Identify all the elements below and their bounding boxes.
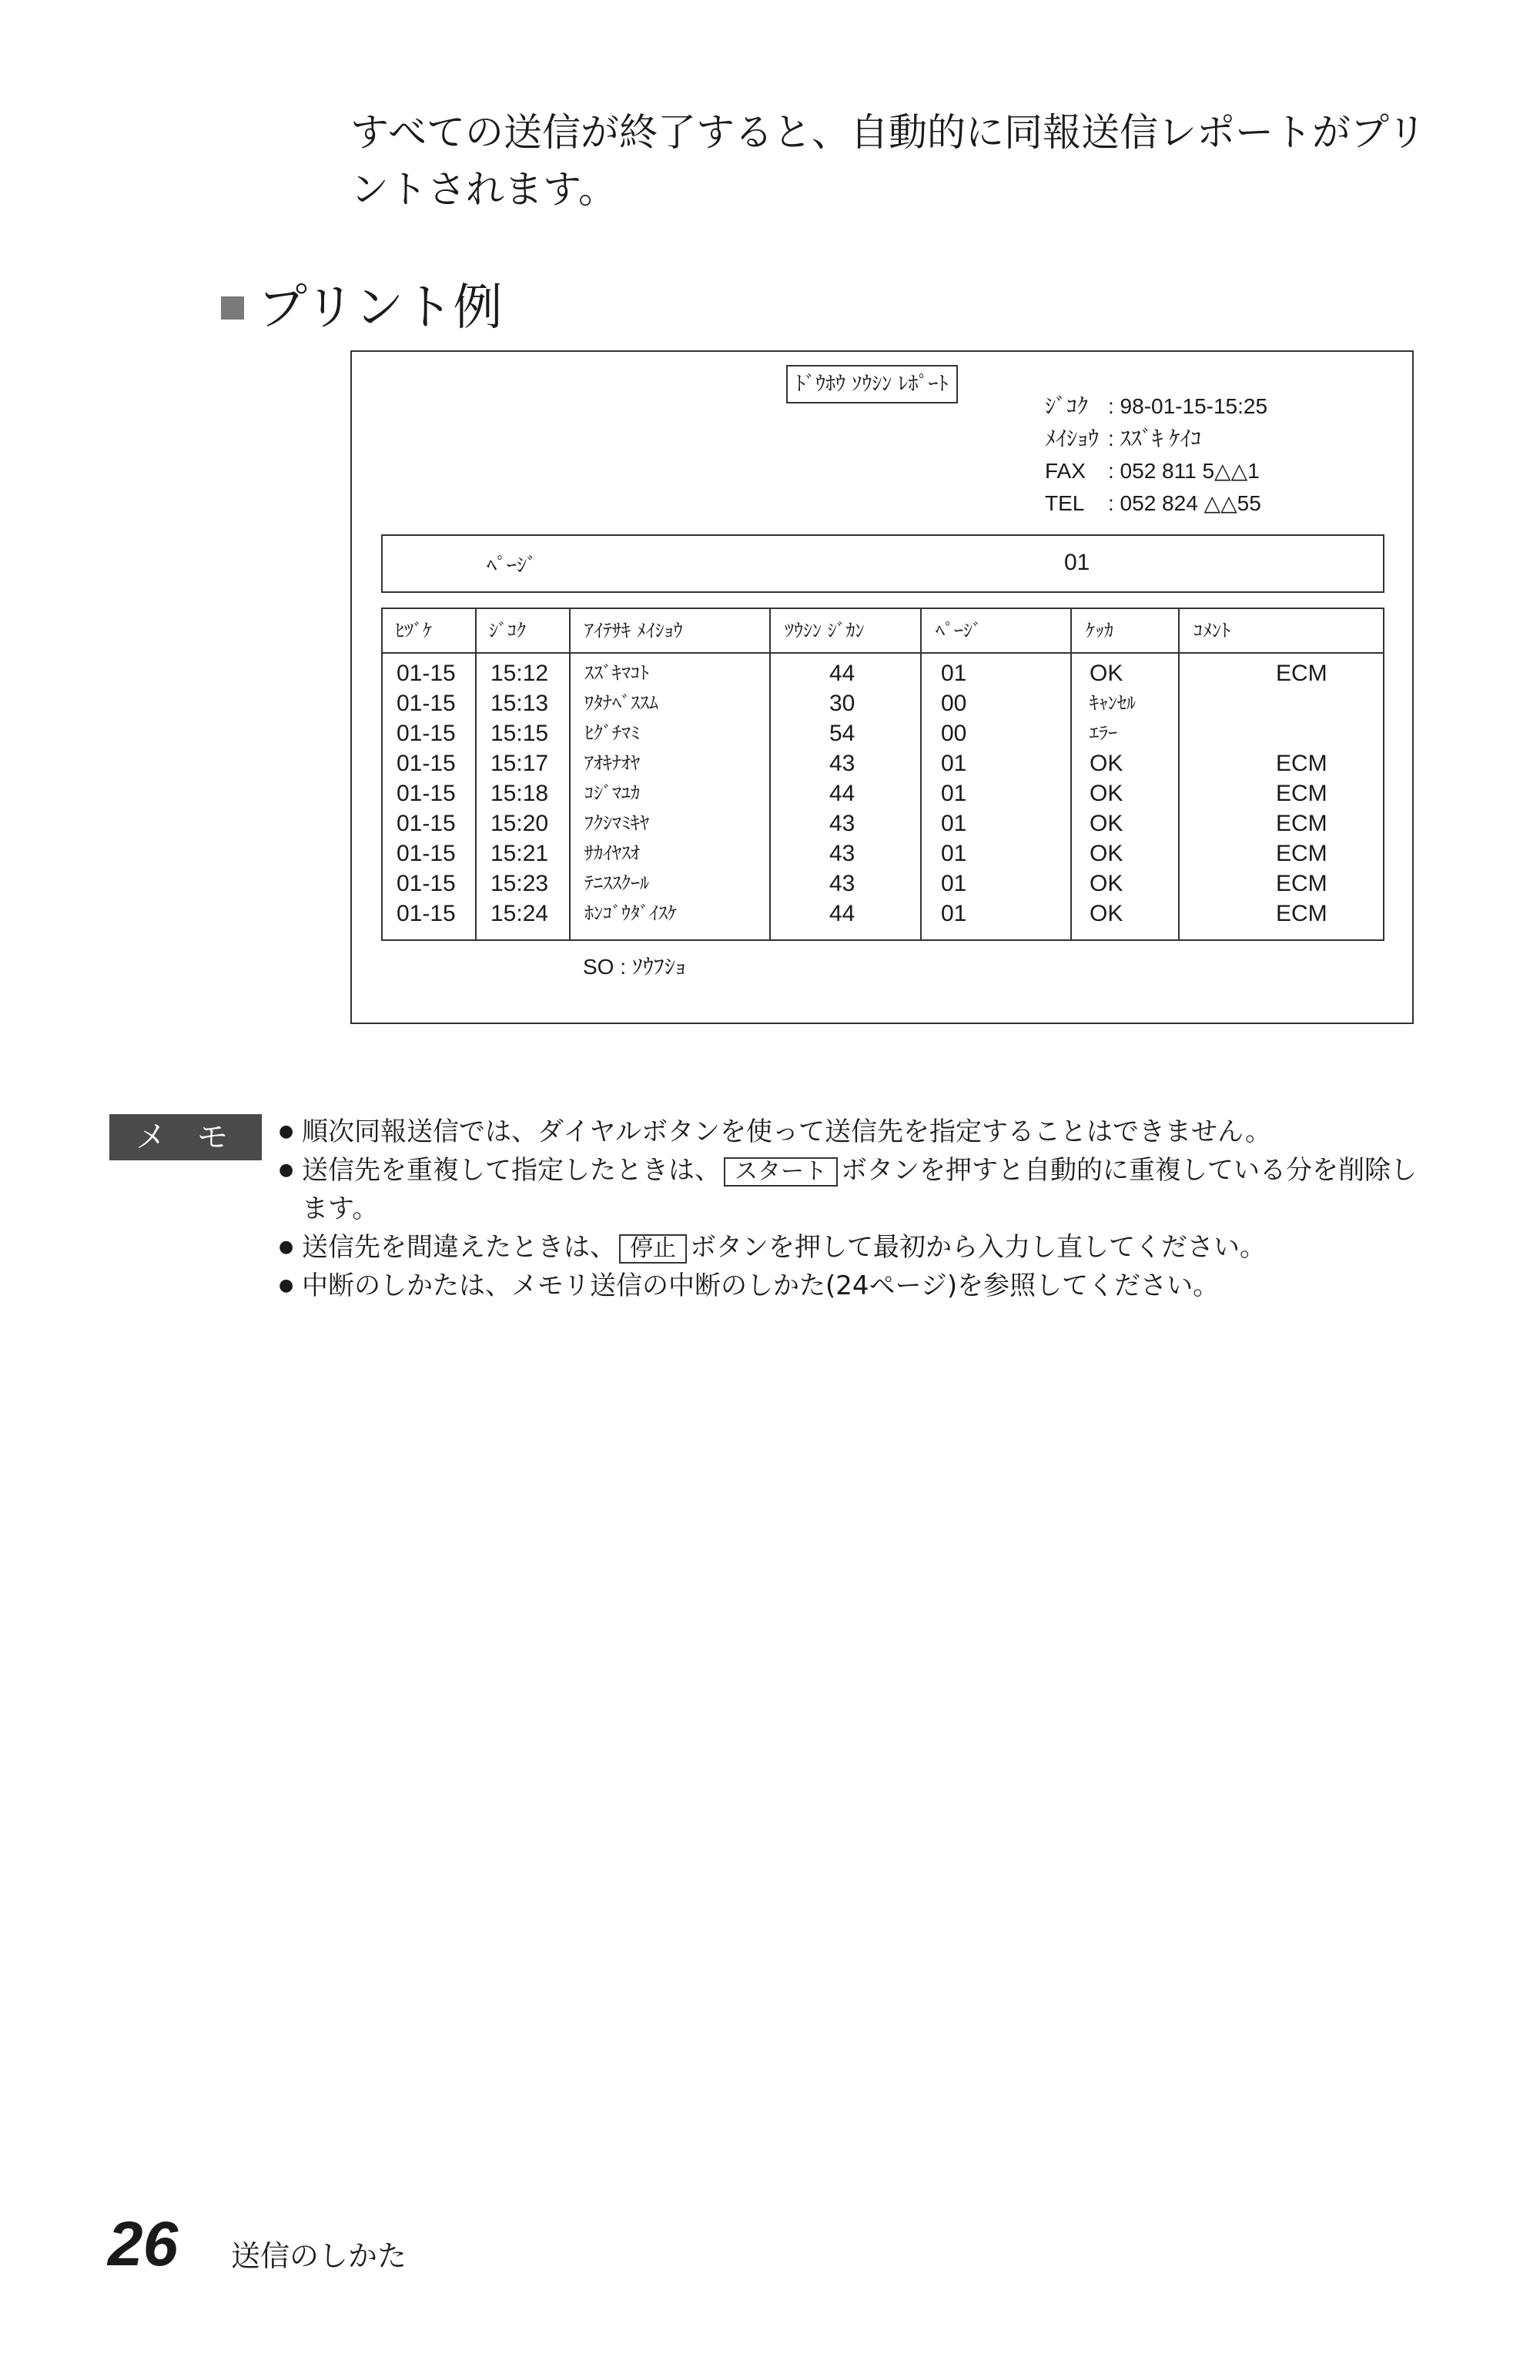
memo-text: 順次同報送信では、ダイヤルボタンを使って送信先を指定することはできません。 bbox=[302, 1116, 1272, 1147]
table-cell: ECM bbox=[1276, 871, 1327, 896]
table-cell: 15:18 bbox=[490, 781, 549, 806]
column-header: ﾋﾂﾞｹ bbox=[395, 620, 432, 641]
table-cell: ｷｬﾝｾﾙ bbox=[1090, 693, 1136, 714]
table-cell: 01 bbox=[941, 661, 967, 686]
header-label: FAX bbox=[1045, 459, 1086, 483]
table-cell: 01-15 bbox=[397, 691, 456, 716]
table-cell: ECM bbox=[1276, 811, 1327, 836]
table-cell: ECM bbox=[1276, 781, 1327, 806]
table-cell: 01-15 bbox=[397, 721, 456, 746]
report-footer-note: SO : ｿｳﾌｼｮ bbox=[583, 955, 686, 979]
table-cell: 15:15 bbox=[490, 721, 549, 746]
header-label: TEL bbox=[1045, 491, 1085, 515]
section-heading bbox=[221, 277, 502, 339]
table-cell: OK bbox=[1090, 841, 1123, 866]
table-cell: 01 bbox=[941, 841, 967, 866]
table-cell: 01-15 bbox=[397, 871, 456, 896]
page-count-value: 01 bbox=[1064, 550, 1090, 575]
table-cell: 15:13 bbox=[490, 691, 549, 716]
table-cell: OK bbox=[1090, 901, 1123, 926]
table-cell: ｴﾗｰ bbox=[1090, 723, 1117, 744]
table-cell: 54 bbox=[829, 721, 855, 746]
memo-item bbox=[279, 1228, 1441, 1267]
memo-text: 中断のしかたは、メモリ送信の中断のしかた(24ページ)を参照してください。 bbox=[302, 1270, 1220, 1301]
header-value: : ｽｽﾞｷ ｹｲｺ bbox=[1108, 427, 1202, 450]
table-cell: ﾃﾆｽｽｸｰﾙ bbox=[584, 873, 649, 894]
table-cell: 00 bbox=[941, 691, 967, 716]
table-cell: OK bbox=[1090, 871, 1123, 896]
memo-text: ボタンを押して最初から入力し直してください。 bbox=[690, 1232, 1266, 1263]
memo-list bbox=[279, 1113, 1441, 1305]
start-key-label: スタート bbox=[724, 1157, 838, 1187]
table-cell: 01-15 bbox=[397, 751, 456, 776]
section-title: プリント例 bbox=[258, 280, 503, 336]
report-title: ﾄﾞｳﾎｳ ｿｳｼﾝ ﾚﾎﾟｰﾄ bbox=[786, 365, 958, 403]
column-header: ｹｯｶ bbox=[1086, 620, 1113, 641]
report-header-info bbox=[1045, 390, 1267, 520]
table-cell: ﾜﾀﾅﾍﾞｽｽﾑ bbox=[584, 693, 658, 714]
table-cell: 15:20 bbox=[490, 811, 549, 836]
table-cell: ECM bbox=[1276, 751, 1327, 776]
table-row bbox=[383, 748, 1383, 778]
memo-item bbox=[279, 1113, 1441, 1151]
table-row bbox=[383, 839, 1383, 869]
table-cell: 01 bbox=[941, 811, 967, 836]
table-cell: 01 bbox=[941, 781, 967, 806]
table-cell: ｻｶｲﾔｽｵ bbox=[584, 843, 640, 864]
table-cell: 01 bbox=[941, 901, 967, 926]
table-cell: ﾎﾝｺﾞｳﾀﾞｲｽｹ bbox=[584, 903, 677, 924]
table-cell: 01-15 bbox=[397, 811, 456, 836]
table-cell: ECM bbox=[1276, 901, 1327, 926]
table-cell: 01-15 bbox=[397, 781, 456, 806]
table-cell: 44 bbox=[829, 901, 855, 926]
header-value: : 98-01-15-15:25 bbox=[1108, 394, 1268, 418]
header-row-tel bbox=[1045, 487, 1267, 520]
page-section-title: 送信のしかた bbox=[231, 2239, 407, 2273]
table-cell: 43 bbox=[829, 811, 855, 836]
column-header: ｱｲﾃｻｷ ﾒｲｼｮｳ bbox=[584, 620, 683, 641]
table-cell: 01 bbox=[941, 871, 967, 896]
header-value: : 052 811 5△△1 bbox=[1108, 459, 1260, 483]
table-cell: 43 bbox=[829, 841, 855, 866]
page-count-label: ﾍﾟｰｼﾞ bbox=[487, 554, 537, 577]
table-cell: ｺｼﾞﾏﾕｶ bbox=[584, 783, 640, 804]
table-cell: 15:17 bbox=[490, 751, 549, 776]
square-bullet-icon bbox=[221, 296, 244, 320]
table-cell: 15:24 bbox=[490, 901, 549, 926]
table-cell: OK bbox=[1090, 781, 1123, 806]
header-value: : 052 824 △△55 bbox=[1108, 491, 1261, 515]
stop-key-label: 停止 bbox=[619, 1234, 687, 1264]
table-cell: 44 bbox=[829, 781, 855, 806]
table-row bbox=[383, 899, 1383, 929]
table-cell: 01-15 bbox=[397, 661, 456, 686]
table-cell: 30 bbox=[829, 691, 855, 716]
memo-item bbox=[279, 1151, 1441, 1228]
memo-text: 送信先を間違えたときは、 bbox=[302, 1232, 616, 1263]
header-divider bbox=[383, 652, 1383, 654]
table-cell: ﾌｸｼﾏﾐｷﾔ bbox=[584, 813, 649, 834]
column-header: ｺﾒﾝﾄ bbox=[1194, 620, 1230, 641]
column-header: ﾍﾟｰｼﾞ bbox=[936, 620, 982, 641]
report-sample bbox=[350, 350, 1414, 1024]
header-row-time bbox=[1045, 390, 1267, 423]
memo-badge: メモ bbox=[109, 1114, 262, 1160]
table-cell: 01-15 bbox=[397, 901, 456, 926]
table-row bbox=[383, 778, 1383, 808]
intro-text: すべての送信が終了すると、自動的に同報送信レポートがプリントされます。 bbox=[350, 110, 1426, 212]
table-cell: OK bbox=[1090, 751, 1123, 776]
table-cell: ｱｵｷﾅｵﾔ bbox=[584, 753, 640, 774]
table-cell: 43 bbox=[829, 751, 855, 776]
table-cell: OK bbox=[1090, 661, 1123, 686]
table-cell: ﾋｸﾞﾁﾏﾐ bbox=[584, 723, 640, 744]
page-number: 26 bbox=[108, 2209, 179, 2279]
table-cell: 15:21 bbox=[490, 841, 549, 866]
table-cell: 01-15 bbox=[397, 841, 456, 866]
table-row bbox=[383, 718, 1383, 748]
memo-item bbox=[279, 1267, 1441, 1305]
page-count-box bbox=[381, 534, 1384, 593]
header-row-name bbox=[1045, 423, 1267, 455]
report-table bbox=[381, 608, 1384, 941]
table-row bbox=[383, 658, 1383, 688]
header-label: ﾒｲｼｮｳ bbox=[1045, 427, 1100, 450]
table-cell: 15:23 bbox=[490, 871, 549, 896]
table-cell: ｽｽﾞｷﾏｺﾄ bbox=[584, 663, 649, 684]
table-cell: 15:12 bbox=[490, 661, 549, 686]
memo-text: ボタンを押すと自動的に重複している分を削除します。 bbox=[302, 1155, 1417, 1224]
table-cell: 44 bbox=[829, 661, 855, 686]
header-label: ｼﾞｺｸ bbox=[1045, 394, 1089, 418]
table-cell: OK bbox=[1090, 811, 1123, 836]
header-row-fax bbox=[1045, 455, 1267, 487]
table-cell: 00 bbox=[941, 721, 967, 746]
table-row bbox=[383, 869, 1383, 899]
column-header: ﾂｳｼﾝ ｼﾞｶﾝ bbox=[785, 620, 865, 641]
table-cell: 43 bbox=[829, 871, 855, 896]
table-row bbox=[383, 688, 1383, 718]
table-cell: ECM bbox=[1276, 661, 1327, 686]
table-cell: ECM bbox=[1276, 841, 1327, 866]
table-cell: 01 bbox=[941, 751, 967, 776]
table-row bbox=[383, 808, 1383, 839]
column-header: ｼﾞｺｸ bbox=[489, 620, 526, 641]
memo-text: 送信先を重複して指定したときは、 bbox=[302, 1155, 721, 1186]
